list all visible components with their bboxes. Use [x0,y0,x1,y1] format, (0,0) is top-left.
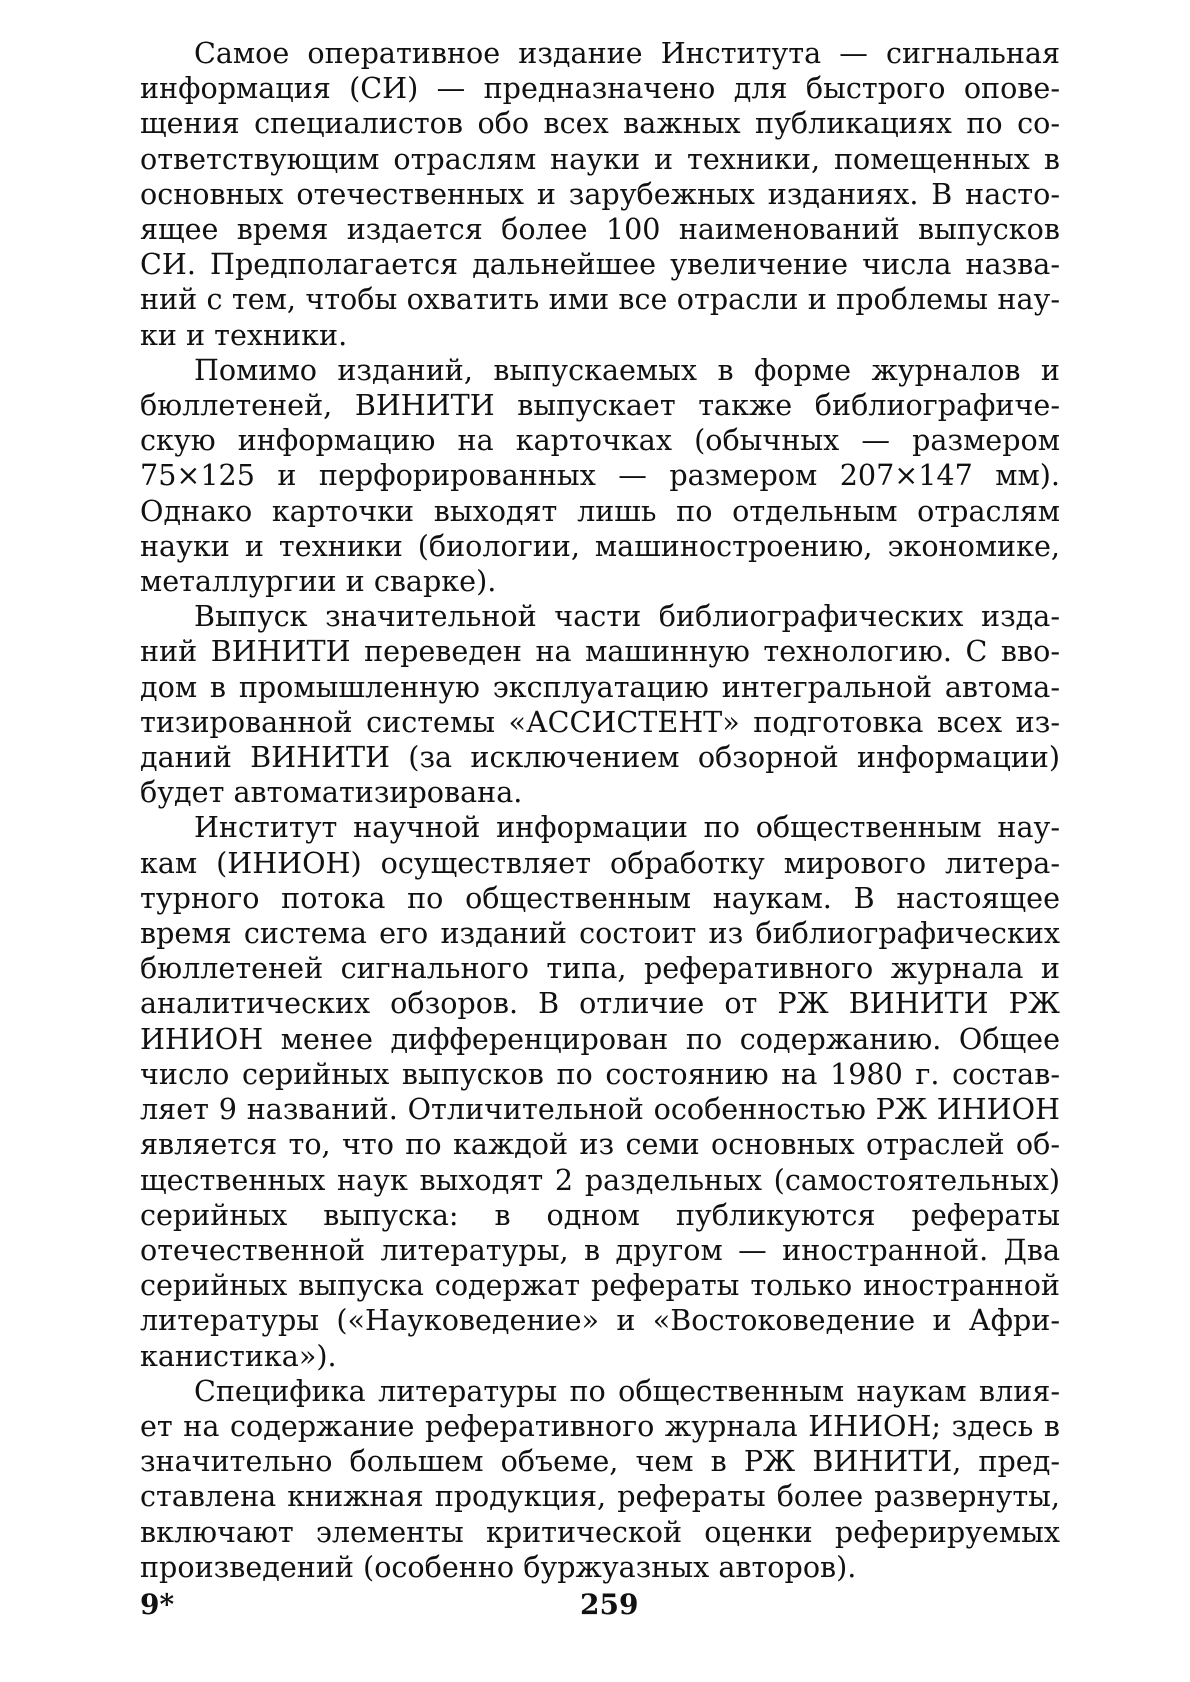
page-number: 259 [580,1588,639,1621]
paragraph-inion: Институт научной информации по общественным наукам (ИНИОН) осуществляет обработку мирового литературного потока по общественным наукам. В настоящее время система его изданий состоит из библиографических бюллетеней сигнального типа, реферативного журнала и аналитических обзоров. В отличие от РЖ ВИНИТИ РЖ ИНИОН менее дифференцирован по содержанию. Общее число серийных выпусков по состоянию на 1980 г. составляет 9 названий. Отличительной особенностью РЖ ИНИОН является то, что по каждой из семи основных отраслей общественных наук выходят 2 раздельных (самостоятельных) серийных выпуска: в одном публикуются рефераты отечественной литературы, в другом — иностранной. Два серийных выпуска содержат рефераты только иностранной литературы («Науковедение» и «Востоковедение и Африканистика»). [140,810,1060,1373]
paragraph-card-information: Помимо изданий, выпускаемых в форме журналов и бюллетеней, ВИНИТИ выпускает также библиографическую информацию на карточках (обычных — размером 75×125 и перфорированных — размером 207×147 мм). Однако карточки выходят лишь по отдельным отраслям науки и техники (биологии, машиностроению, экономике, металлургии и сварке). [140,352,1060,599]
paragraph-signal-information: Самое оперативное издание Института — сигнальная информация (СИ) — предназначено для быстрого оповещения специалистов обо всех важных публикациях по соответствующим отраслям науки и техники, помещенных в основных отечественных и зарубежных изданиях. В настоящее время издается более 100 наименований выпусков СИ. Предполагается дальнейшее увеличение числа названий с тем, чтобы охватить ими все отрасли и проблемы науки и техники. [140,36,1060,352]
paragraph-machine-technology: Выпуск значительной части библиографических изданий ВИНИТИ переведен на машинную технологию. С вводом в промышленную эксплуатацию интегральной автоматизированной системы «АССИСТЕНТ» подготовка всех изданий ВИНИТИ (за исключением обзорной информации) будет автоматизирована. [140,599,1060,810]
printer-signature-mark: 9* [140,1588,175,1621]
page-footer [140,1588,1060,1628]
page-body [140,36,1060,1585]
paragraph-inion-specifics: Специфика литературы по общественным наукам влияет на содержание реферативного журнала ИНИОН; здесь в значительно большем объеме, чем в РЖ ВИНИТИ, представлена книжная продукция, рефераты более развернуты, включают элементы критической оценки реферируемых произведений (особенно буржуазных авторов). [140,1373,1060,1584]
